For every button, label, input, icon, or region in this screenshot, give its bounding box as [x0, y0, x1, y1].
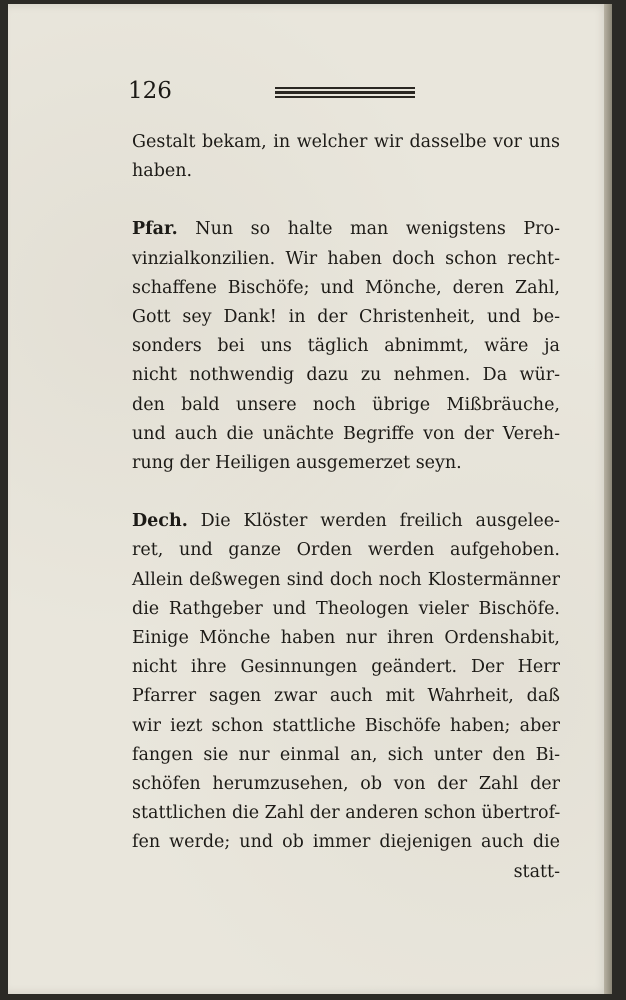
running-header [128, 78, 428, 108]
text-line: Einige Mönche haben nur ihren Ordenshabit, [132, 628, 560, 649]
text-line: nicht nothwendig dazu zu nehmen. Da wür- [132, 365, 560, 386]
text-line: Gestalt bekam, in welcher wir dasselbe vor uns [132, 132, 560, 152]
text-line: rung der Heiligen ausgemerzet seyn. [132, 453, 462, 474]
text-line: und auch die unächte Begriffe von der Vereh- [132, 423, 560, 444]
text-line: nicht ihre Gesinnungen geändert. Der Herr [132, 657, 560, 678]
text-line: schöfen herumzusehen, ob von der Zahl der [132, 774, 560, 795]
text-line: ret, und ganze Orden werden aufgehoben. [132, 540, 560, 561]
text-line: haben. [132, 161, 193, 182]
text-line: Pfarrer sagen zwar auch mit Wahrheit, daß [132, 686, 560, 707]
text-line: fen werde; und ob immer diejenigen auch die [132, 832, 560, 853]
text-line: stattlichen die Zahl der anderen schon übertrof- [132, 803, 561, 824]
text-line: den bald unsere noch übrige Mißbräuche, [132, 394, 560, 415]
text-line: wir iezt schon stattliche Bischöfe haben; aber [132, 715, 560, 736]
text-line: Nun so halte man wenigstens Pro- [195, 219, 560, 240]
text-line: fangen sie nur einmal an, sich unter den Bi- [132, 744, 560, 765]
catchword: statt- [513, 861, 560, 882]
paragraph [132, 215, 560, 478]
text-line: vinzialkonzilien. Wir haben doch schon recht- [132, 248, 560, 269]
text-line: sonders bei uns täglich abnimmt, wäre ja [132, 336, 560, 357]
page-number: 126 [128, 78, 172, 104]
text-line: Gott sey Dank! in der Christenheit, und be- [132, 307, 560, 328]
speaker-label: Pfar. [132, 219, 178, 240]
text-line: schaffene Bischöfe; und Mönche, deren Zahl, [132, 277, 560, 298]
speaker-label: Dech. [132, 511, 188, 532]
page-edge [604, 4, 612, 994]
header-rule [275, 87, 415, 100]
text-line: Die Klöster werden freilich ausgelee- [200, 511, 560, 532]
text-line: die Rathgeber und Theologen vieler Bischöfe. [132, 598, 560, 619]
text-line: Allein deßwegen sind doch noch Klostermänner [132, 569, 560, 590]
paragraph [132, 507, 560, 857]
page-body [132, 128, 560, 887]
paragraph [132, 128, 560, 186]
